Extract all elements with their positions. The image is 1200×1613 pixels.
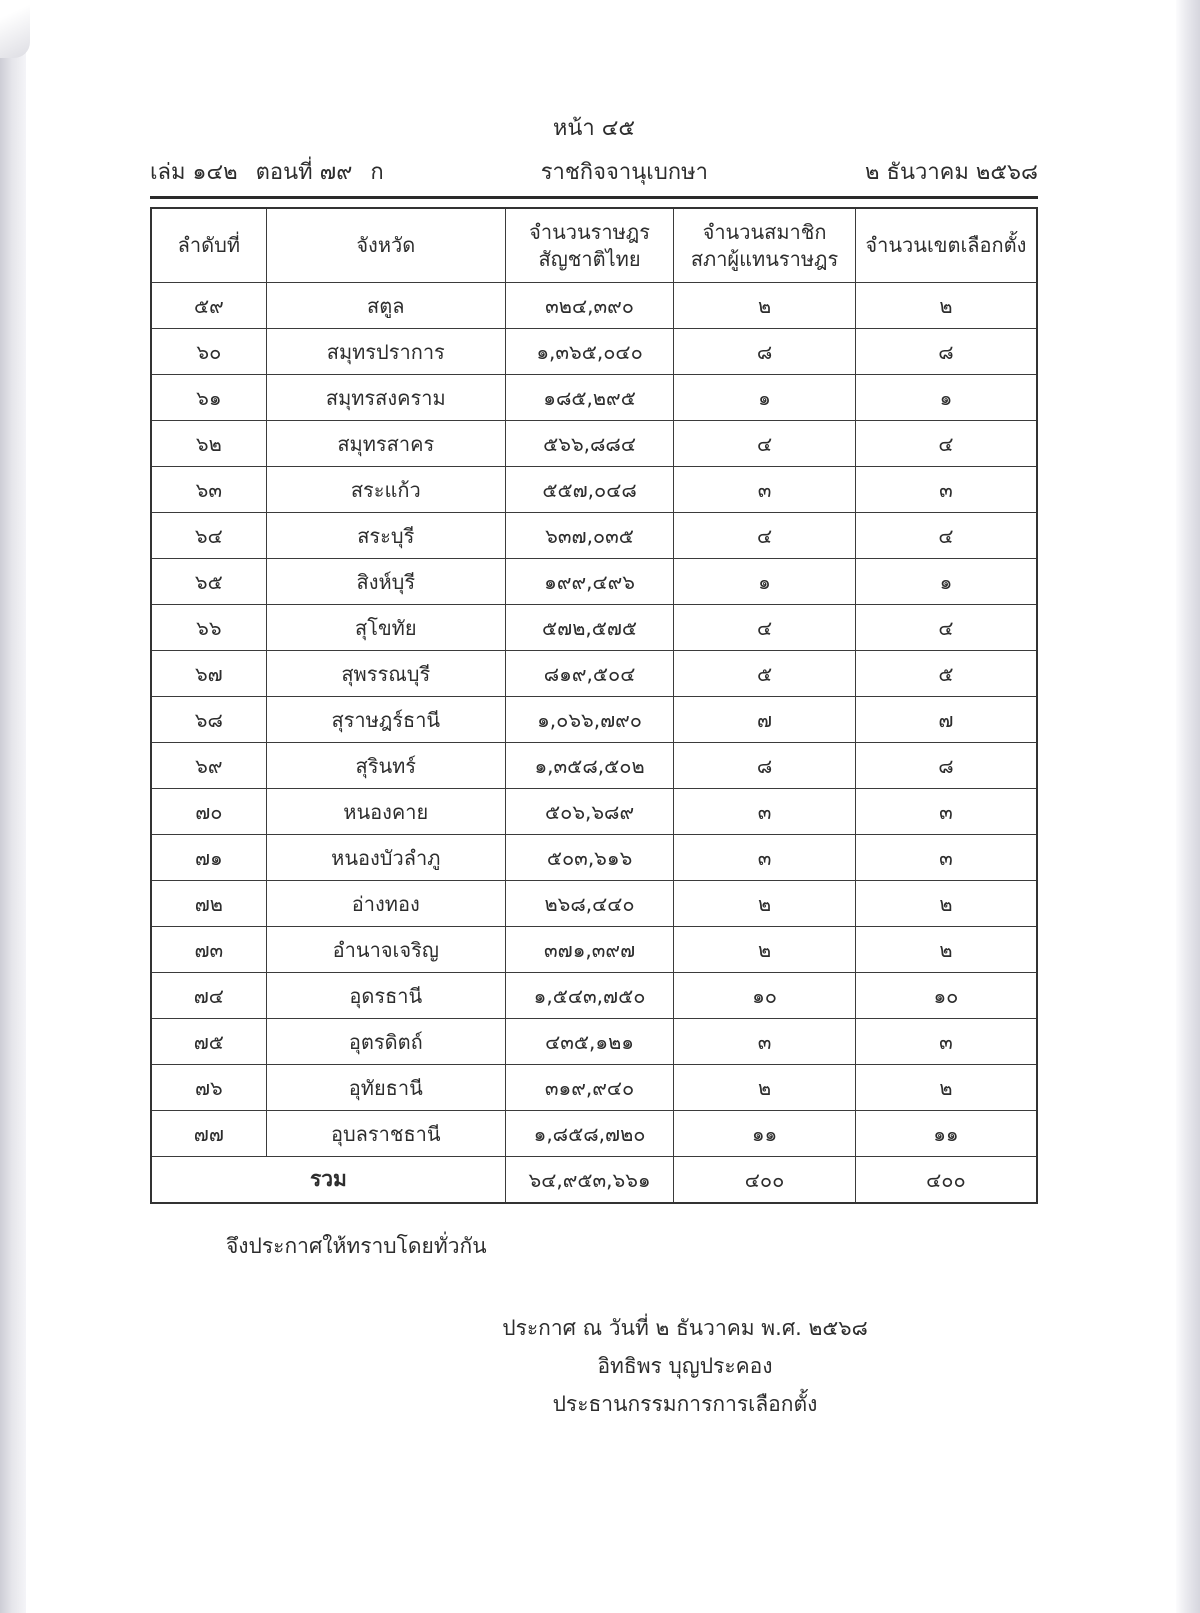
districts-cell: ๒ (855, 1065, 1037, 1111)
publication-date: ๒ ธันวาคม ๒๕๖๘ (865, 160, 1038, 185)
mps-cell: ๔ (674, 421, 856, 467)
population-header (505, 208, 673, 283)
province-cell: สุราษฎร์ธานี (266, 697, 505, 743)
order-cell: ๗๐ (151, 789, 266, 835)
province-header: จังหวัด (266, 208, 505, 283)
order-cell: ๗๗ (151, 1111, 266, 1157)
districts-cell: ๘ (855, 743, 1037, 789)
population-cell: ๒๖๘,๔๔๐ (505, 881, 673, 927)
table-row (151, 927, 1037, 973)
population-cell: ๕๐๖,๖๘๙ (505, 789, 673, 835)
table-row (151, 283, 1037, 329)
province-cell: สมุทรปราการ (266, 329, 505, 375)
population-cell: ๔๓๕,๑๒๑ (505, 1019, 673, 1065)
province-cell: สมุทรสาคร (266, 421, 505, 467)
gazette-name: ราชกิจจานุเบกษา (540, 160, 708, 185)
province-cell: อุตรดิตถ์ (266, 1019, 505, 1065)
mps-cell: ๓ (674, 467, 856, 513)
province-cell: อุบลราชธานี (266, 1111, 505, 1157)
mps-cell: ๑ (674, 559, 856, 605)
population-cell: ๑,๓๕๘,๕๐๒ (505, 743, 673, 789)
order-cell: ๖๙ (151, 743, 266, 789)
districts-cell: ๘ (855, 329, 1037, 375)
table-row (151, 467, 1037, 513)
population-header-line2: สัญชาติไทย (538, 246, 641, 271)
order-cell: ๗๕ (151, 1019, 266, 1065)
table-row (151, 329, 1037, 375)
province-cell: อุดรธานี (266, 973, 505, 1019)
table-row (151, 697, 1037, 743)
districts-cell: ๒ (855, 283, 1037, 329)
order-cell: ๖๒ (151, 421, 266, 467)
order-cell: ๖๓ (151, 467, 266, 513)
table-row (151, 513, 1037, 559)
mps-header-line2: สภาผู้แทนราษฎร (690, 246, 839, 271)
order-cell: ๖๖ (151, 605, 266, 651)
province-cell: สมุทรสงคราม (266, 375, 505, 421)
districts-cell: ๕ (855, 651, 1037, 697)
population-cell: ๕๐๓,๖๑๖ (505, 835, 673, 881)
table-row (151, 375, 1037, 421)
signer-title: ประธานกรรมการการเลือกตั้ง (552, 1392, 818, 1416)
gazette-page (150, 0, 1038, 1423)
population-cell: ๕๗๒,๕๗๕ (505, 605, 673, 651)
order-cell: ๖๕ (151, 559, 266, 605)
districts-cell: ๑๐ (855, 973, 1037, 1019)
table-row (151, 835, 1037, 881)
province-cell: สิงห์บุรี (266, 559, 505, 605)
table-row (151, 1019, 1037, 1065)
population-cell: ๘๑๙,๕๐๔ (505, 651, 673, 697)
mps-cell: ๓ (674, 835, 856, 881)
province-cell: สุพรรณบุรี (266, 651, 505, 697)
mps-cell: ๔ (674, 513, 856, 559)
districts-cell: ๔ (855, 421, 1037, 467)
total-mps: ๔๐๐ (674, 1157, 856, 1204)
districts-cell: ๒ (855, 881, 1037, 927)
mps-cell: ๒ (674, 283, 856, 329)
province-cell: สุโขทัย (266, 605, 505, 651)
order-header: ลำดับที่ (151, 208, 266, 283)
province-cell: สุรินทร์ (266, 743, 505, 789)
table-row (151, 421, 1037, 467)
mps-cell: ๕ (674, 651, 856, 697)
mps-cell: ๑๑ (674, 1111, 856, 1157)
mps-cell: ๔ (674, 605, 856, 651)
districts-cell: ๓ (855, 467, 1037, 513)
province-cell: อุทัยธานี (266, 1065, 505, 1111)
province-cell: สระบุรี (266, 513, 505, 559)
apportionment-table (150, 207, 1038, 1204)
mps-cell: ๗ (674, 697, 856, 743)
districts-cell: ๑๑ (855, 1111, 1037, 1157)
population-cell: ๓๑๙,๙๔๐ (505, 1065, 673, 1111)
population-cell: ๑๘๕,๒๙๕ (505, 375, 673, 421)
signature-block (455, 1309, 915, 1423)
mps-cell: ๑๐ (674, 973, 856, 1019)
mps-cell: ๒ (674, 881, 856, 927)
districts-cell: ๑ (855, 375, 1037, 421)
masthead-left (150, 154, 384, 189)
order-cell: ๖๗ (151, 651, 266, 697)
districts-cell: ๗ (855, 697, 1037, 743)
order-cell: ๗๒ (151, 881, 266, 927)
mps-cell: ๘ (674, 329, 856, 375)
population-cell: ๖๓๗,๐๓๕ (505, 513, 673, 559)
order-cell: ๗๔ (151, 973, 266, 1019)
table-row (151, 605, 1037, 651)
total-districts: ๔๐๐ (855, 1157, 1037, 1204)
province-cell: หนองบัวลำภู (266, 835, 505, 881)
population-cell: ๓๗๑,๓๙๗ (505, 927, 673, 973)
table-row (151, 789, 1037, 835)
announcement-date-line: ประกาศ ณ วันที่ ๒ ธันวาคม พ.ศ. ๒๕๖๘ (502, 1316, 868, 1340)
districts-cell: ๔ (855, 513, 1037, 559)
mps-cell: ๓ (674, 789, 856, 835)
districts-cell: ๓ (855, 789, 1037, 835)
page-edge-left (0, 0, 26, 1613)
province-cell: สตูล (266, 283, 505, 329)
total-label: รวม (151, 1157, 505, 1204)
table-row (151, 1111, 1037, 1157)
order-cell: ๖๑ (151, 375, 266, 421)
districts-cell: ๓ (855, 835, 1037, 881)
table-row (151, 651, 1037, 697)
table-row (151, 743, 1037, 789)
table-header-row (151, 208, 1037, 283)
population-header-line1: จำนวนราษฎร (529, 219, 650, 244)
masthead (150, 154, 1038, 189)
province-cell: หนองคาย (266, 789, 505, 835)
table-row (151, 1065, 1037, 1111)
page-corner-curl (0, 0, 30, 58)
province-cell: สระแก้ว (266, 467, 505, 513)
table-row (151, 559, 1037, 605)
table-row (151, 881, 1037, 927)
population-cell: ๑,๕๔๓,๗๕๐ (505, 973, 673, 1019)
table-row (151, 973, 1037, 1019)
mps-cell: ๒ (674, 1065, 856, 1111)
mps-header (674, 208, 856, 283)
signer-name: อิทธิพร บุญประคอง (597, 1354, 773, 1378)
population-cell: ๑๙๙,๔๙๖ (505, 559, 673, 605)
page-edge-right (1176, 0, 1200, 1613)
districts-cell: ๔ (855, 605, 1037, 651)
districts-cell: ๑ (855, 559, 1037, 605)
order-cell: ๖๘ (151, 697, 266, 743)
section-label: ก (370, 160, 384, 185)
volume-label: เล่ม ๑๔๒ (150, 160, 238, 185)
population-cell: ๕๕๗,๐๔๘ (505, 467, 673, 513)
part-label: ตอนที่ ๗๙ (255, 160, 353, 185)
population-cell: ๑,๘๕๘,๗๒๐ (505, 1111, 673, 1157)
mps-cell: ๓ (674, 1019, 856, 1065)
mps-cell: ๘ (674, 743, 856, 789)
districts-cell: ๓ (855, 1019, 1037, 1065)
order-cell: ๗๓ (151, 927, 266, 973)
mps-header-line1: จำนวนสมาชิก (702, 219, 827, 244)
order-cell: ๗๑ (151, 835, 266, 881)
page-number: หน้า ๔๕ (552, 116, 636, 141)
mps-cell: ๒ (674, 927, 856, 973)
districts-cell: ๒ (855, 927, 1037, 973)
province-cell: อ่างทอง (266, 881, 505, 927)
total-row (151, 1157, 1037, 1204)
order-cell: ๖๐ (151, 329, 266, 375)
header-rule (150, 196, 1038, 199)
total-population: ๖๔,๙๕๓,๖๖๑ (505, 1157, 673, 1204)
order-cell: ๗๖ (151, 1065, 266, 1111)
mps-cell: ๑ (674, 375, 856, 421)
order-cell: ๕๙ (151, 283, 266, 329)
population-cell: ๑,๐๖๖,๗๙๐ (505, 697, 673, 743)
population-cell: ๕๖๖,๘๘๔ (505, 421, 673, 467)
closing-statement: จึงประกาศให้ทราบโดยทั่วกัน (226, 1234, 487, 1258)
population-cell: ๓๒๔,๓๙๐ (505, 283, 673, 329)
province-cell: อำนาจเจริญ (266, 927, 505, 973)
population-cell: ๑,๓๖๕,๐๔๐ (505, 329, 673, 375)
order-cell: ๖๔ (151, 513, 266, 559)
districts-header: จำนวนเขตเลือกตั้ง (855, 208, 1037, 283)
